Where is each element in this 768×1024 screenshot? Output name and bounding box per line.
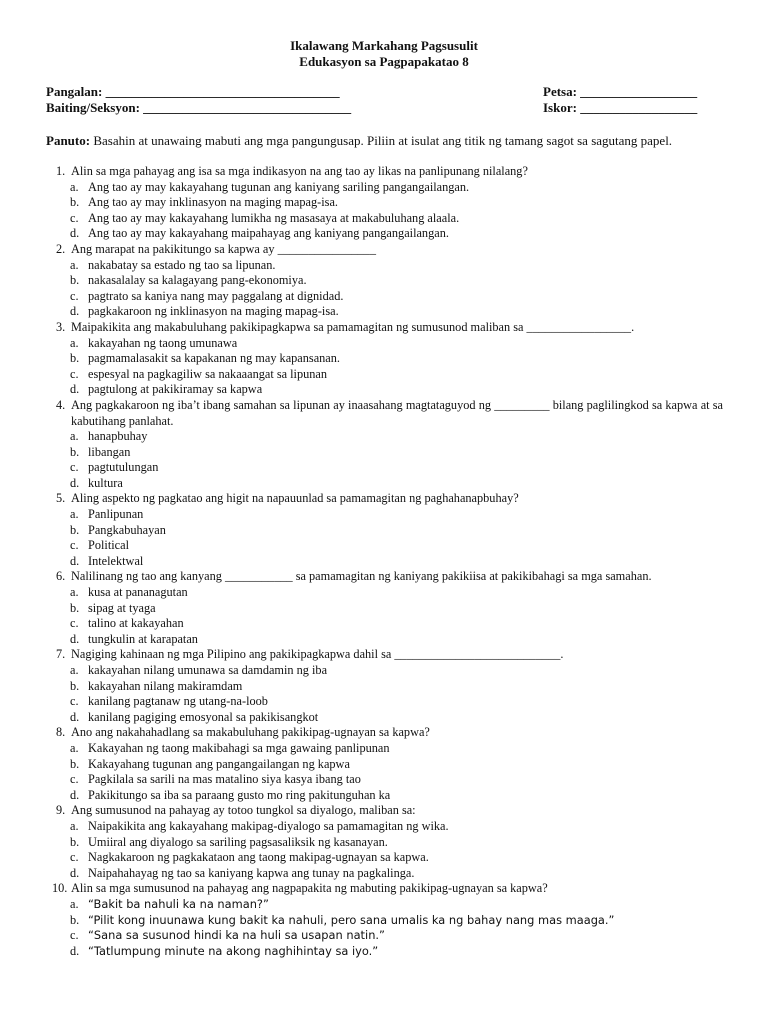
question-5 [46, 491, 723, 507]
choice-letter: a. [70, 179, 79, 194]
choice-text: “Sana sa susunod hindi ka na huli sa usapan natin.” [88, 928, 385, 943]
choice-2-d [46, 304, 723, 320]
choice-1-c [46, 211, 723, 227]
choice-text: Ang tao ay may kakayahang tugunan ang kaniyang sariling pangangailangan. [88, 179, 470, 194]
choice-text: Pagkilala sa sarili na mas matalino siya kasya ibang tao [88, 772, 361, 787]
choice-4-c [46, 460, 723, 476]
choice-letter: b. [70, 444, 80, 459]
question-number: 3. [56, 319, 66, 334]
exam-subject: Edukasyon sa Pagpapakatao 8 [299, 54, 469, 69]
instructions-text: Basahin at unawaing mabuti ang mga pangungusap. Piliin at isulat ang titik ng tamang sagot sa sagutang papel. [90, 133, 673, 148]
choice-3-b [46, 351, 723, 367]
choice-text: kusa at pananagutan [88, 585, 188, 600]
choice-letter: a. [70, 507, 79, 522]
choice-text: Umiiral ang diyalogo sa sariling pagsasaliksik ng kasanayan. [88, 834, 388, 849]
date-field[interactable]: Petsa: __________________ [543, 84, 698, 99]
instructions-label: Panuto: [46, 133, 91, 148]
choice-letter: a. [70, 740, 79, 755]
choice-text: kakayahan nilang makiramdam [88, 678, 243, 693]
choice-text: kultura [88, 475, 123, 490]
choice-letter: b. [70, 756, 80, 771]
question-10 [46, 881, 723, 897]
question-number: 4. [56, 397, 66, 412]
choice-5-d [46, 554, 723, 570]
choice-letter: d. [70, 943, 80, 958]
question-2 [46, 242, 723, 258]
section-field[interactable]: Baiting/Seksyon: ________________________________ [46, 100, 352, 115]
choice-text: Naipahahayag ng tao sa kaniyang kapwa ang tunay na pagkalinga. [88, 865, 415, 880]
choice-letter: d. [70, 865, 80, 880]
choice-text: “Pilit kong inuunawa kung bakit ka nahuli, pero sana umalis ka ng bahay nang mas maaga.” [88, 912, 615, 927]
choice-10-c [46, 928, 723, 944]
choice-8-b [46, 757, 723, 773]
question-number: 7. [56, 647, 66, 662]
choice-3-d [46, 382, 723, 398]
choice-9-b [46, 835, 723, 851]
choice-letter: b. [70, 912, 80, 927]
choice-text: kakayahan ng taong umunawa [88, 335, 238, 350]
choice-text: Ang tao ay may kakayahang maipahayag ang kaniyang pangangailangan. [88, 226, 449, 241]
choice-text: tungkulin at karapatan [88, 631, 198, 646]
question-text: Ano ang nakahahadlang sa makabuluhang pakikipag-ugnayan sa kapwa? [71, 725, 430, 740]
choice-1-a [46, 180, 723, 196]
question-3 [46, 320, 723, 336]
choice-text: espesyal na pagkagiliw sa nakaaangat sa lipunan [88, 366, 328, 381]
question-number: 8. [56, 725, 66, 740]
choice-text: Nagkakaroon ng pagkakataon ang taong makipag-ugnayan sa kapwa. [88, 850, 429, 865]
choice-6-b [46, 601, 723, 617]
choice-text: kakayahan nilang umunawa sa damdamin ng iba [88, 663, 328, 677]
choice-text: pagtulong at pakikiramay sa kapwa [88, 382, 263, 397]
choice-10-d [46, 944, 723, 960]
choice-8-c [46, 772, 723, 788]
choice-letter: a. [70, 896, 79, 911]
choice-1-b [46, 195, 723, 211]
choice-text: Kakayahang tugunan ang pangangailangan ng kapwa [88, 756, 350, 771]
choice-letter: a. [70, 663, 79, 677]
choice-letter: c. [70, 928, 79, 943]
choice-letter: a. [70, 429, 79, 444]
question-number: 1. [56, 164, 66, 178]
question-4 [46, 398, 723, 429]
choice-letter: b. [70, 600, 80, 615]
question-text: Alin sa mga sumusunod na pahayag ang nagpapakita ng mabuting pakikipag-ugnayan sa kapwa? [71, 881, 548, 896]
choice-2-a [46, 258, 723, 274]
choice-text: Kakayahan ng taong makibahagi sa mga gawaing panlipunan [88, 740, 390, 755]
choice-letter: b. [70, 834, 80, 849]
question-text: Maipakikita ang makabuluhang pakikipagkapwa sa pamamagitan ng sumusunod maliban sa _________________. [71, 319, 635, 334]
choice-letter: c. [70, 616, 79, 631]
choice-5-c [46, 538, 723, 554]
choice-letter: b. [70, 522, 80, 537]
choice-letter: d. [70, 475, 80, 490]
choice-text: Political [88, 538, 129, 553]
choice-4-b [46, 445, 723, 461]
choice-2-c [46, 289, 723, 305]
choice-8-a [46, 741, 723, 757]
choice-text: Ang tao ay may kakayahang lumikha ng masasaya at makabuluhang alaala. [88, 210, 460, 225]
student-info [0, 84, 768, 118]
instructions [46, 133, 672, 149]
choice-text: Naipakikita ang kakayahang makipag-diyalogo sa pamamagitan ng wika. [88, 818, 449, 833]
question-text: Nagiging kahinaan ng mga Pilipino ang pakikipagkapwa dahil sa ___________________________. [71, 647, 564, 662]
question-list [46, 164, 723, 959]
choice-letter: d. [70, 226, 80, 241]
choice-letter: c. [70, 538, 79, 553]
choice-text: Pakikitungo sa iba sa paraang gusto mo ring pakitunguhan ka [88, 787, 391, 802]
choice-text: pagtutulungan [88, 460, 159, 475]
choice-letter: b. [70, 273, 80, 288]
choice-letter: a. [70, 818, 79, 833]
choice-text: Pangkabuhayan [88, 522, 166, 537]
choice-5-a [46, 507, 723, 523]
choice-letter: d. [70, 631, 80, 646]
choice-text: “Tatlumpung minute na akong naghihintay sa iyo.” [88, 943, 379, 958]
choice-text: pagmamalasakit sa kapakanan ng may kapansanan. [88, 351, 340, 366]
question-text: Alin sa mga pahayag ang isa sa mga indikasyon na ang tao ay likas na panlipunang nilalang? [71, 164, 528, 178]
choice-text: nakasalalay sa kalagayang pang-ekonomiya. [88, 273, 307, 288]
choice-letter: c. [70, 772, 79, 787]
choice-text: sipag at tyaga [88, 600, 156, 615]
choice-7-d [46, 710, 723, 726]
choice-4-a [46, 429, 723, 445]
choice-9-c [46, 850, 723, 866]
question-1 [46, 164, 723, 180]
choice-letter: b. [70, 678, 80, 693]
question-number: 5. [56, 491, 66, 506]
choice-letter: c. [70, 210, 79, 225]
question-number: 6. [56, 569, 66, 584]
choice-8-d [46, 788, 723, 804]
question-text: Ang marapat na pakikitungo sa kapwa ay ________________ [71, 241, 376, 256]
choice-letter: d. [70, 304, 80, 319]
exam-title: Ikalawang Markahang Pagsusulit [290, 38, 478, 53]
choice-letter: c. [70, 460, 79, 475]
choice-letter: d. [70, 787, 80, 802]
choice-4-d [46, 476, 723, 492]
choice-2-b [46, 273, 723, 289]
choice-6-a [46, 585, 723, 601]
choice-letter: a. [70, 335, 79, 350]
question-9 [46, 803, 723, 819]
choice-text: pagtrato sa kaniya nang may paggalang at dignidad. [88, 288, 344, 303]
choice-text: Panlipunan [88, 507, 144, 522]
question-6 [46, 569, 723, 585]
choice-text: hanapbuhay [88, 429, 148, 444]
choice-letter: c. [70, 850, 79, 865]
question-text: Ang pagkakaroon ng iba’t ibang samahan sa lipunan ay inaasahang magtataguyod ng _________ bilang paglilingkod sa kapwa at sa kabutihang panlahat. [71, 397, 723, 428]
choice-10-a [46, 897, 723, 913]
choice-letter: d. [70, 382, 80, 397]
choice-1-d [46, 226, 723, 242]
choice-3-c [46, 367, 723, 383]
choice-7-b [46, 679, 723, 695]
choice-text: kanilang pagtanaw ng utang-na-loob [88, 694, 268, 709]
choice-9-a [46, 819, 723, 835]
choice-text: kanilang pagiging emosyonal sa pakikisangkot [88, 709, 319, 724]
choice-letter: c. [70, 288, 79, 303]
choice-text: talino at kakayahan [88, 616, 184, 631]
choice-7-a [46, 663, 723, 679]
choice-7-c [46, 694, 723, 710]
choice-text: pagkakaroon ng inklinasyon na maging mapag-isa. [88, 304, 339, 319]
choice-text: Intelektwal [88, 553, 144, 568]
question-number: 10. [52, 881, 68, 896]
choice-6-d [46, 632, 723, 648]
choice-letter: a. [70, 257, 79, 272]
question-text: Ang sumusunod na pahayag ay totoo tungkol sa diyalogo, maliban sa: [71, 803, 416, 818]
choice-text: nakabatay sa estado ng tao sa lipunan. [88, 257, 276, 272]
choice-text: Ang tao ay may inklinasyon na maging mapag-isa. [88, 195, 338, 210]
choice-3-a [46, 336, 723, 352]
question-number: 9. [56, 803, 66, 818]
question-text: Nalilinang ng tao ang kanyang ___________ sa pamamagitan ng kaniyang pakikiisa at pakikibahagi sa mga samahan. [71, 569, 652, 584]
choice-letter: c. [70, 366, 79, 381]
choice-letter: c. [70, 694, 79, 709]
choice-10-b [46, 913, 723, 929]
choice-letter: b. [70, 195, 80, 210]
choice-5-b [46, 523, 723, 539]
question-7 [46, 647, 723, 663]
choice-9-d [46, 866, 723, 882]
choice-6-c [46, 616, 723, 632]
choice-letter: d. [70, 709, 80, 724]
choice-text: libangan [88, 444, 131, 459]
choice-letter: d. [70, 553, 80, 568]
choice-text: “Bakit ba nahuli ka na naman?” [88, 896, 269, 911]
score-field[interactable]: Iskor: __________________ [543, 100, 698, 115]
question-number: 2. [56, 241, 66, 256]
choice-letter: b. [70, 351, 80, 366]
question-text: Aling aspekto ng pagkatao ang higit na napauunlad sa pamamagitan ng paghahanapbuhay? [71, 491, 519, 506]
name-field[interactable]: Pangalan: ____________________________________ [46, 84, 340, 99]
choice-letter: a. [70, 585, 79, 600]
question-8 [46, 725, 723, 741]
